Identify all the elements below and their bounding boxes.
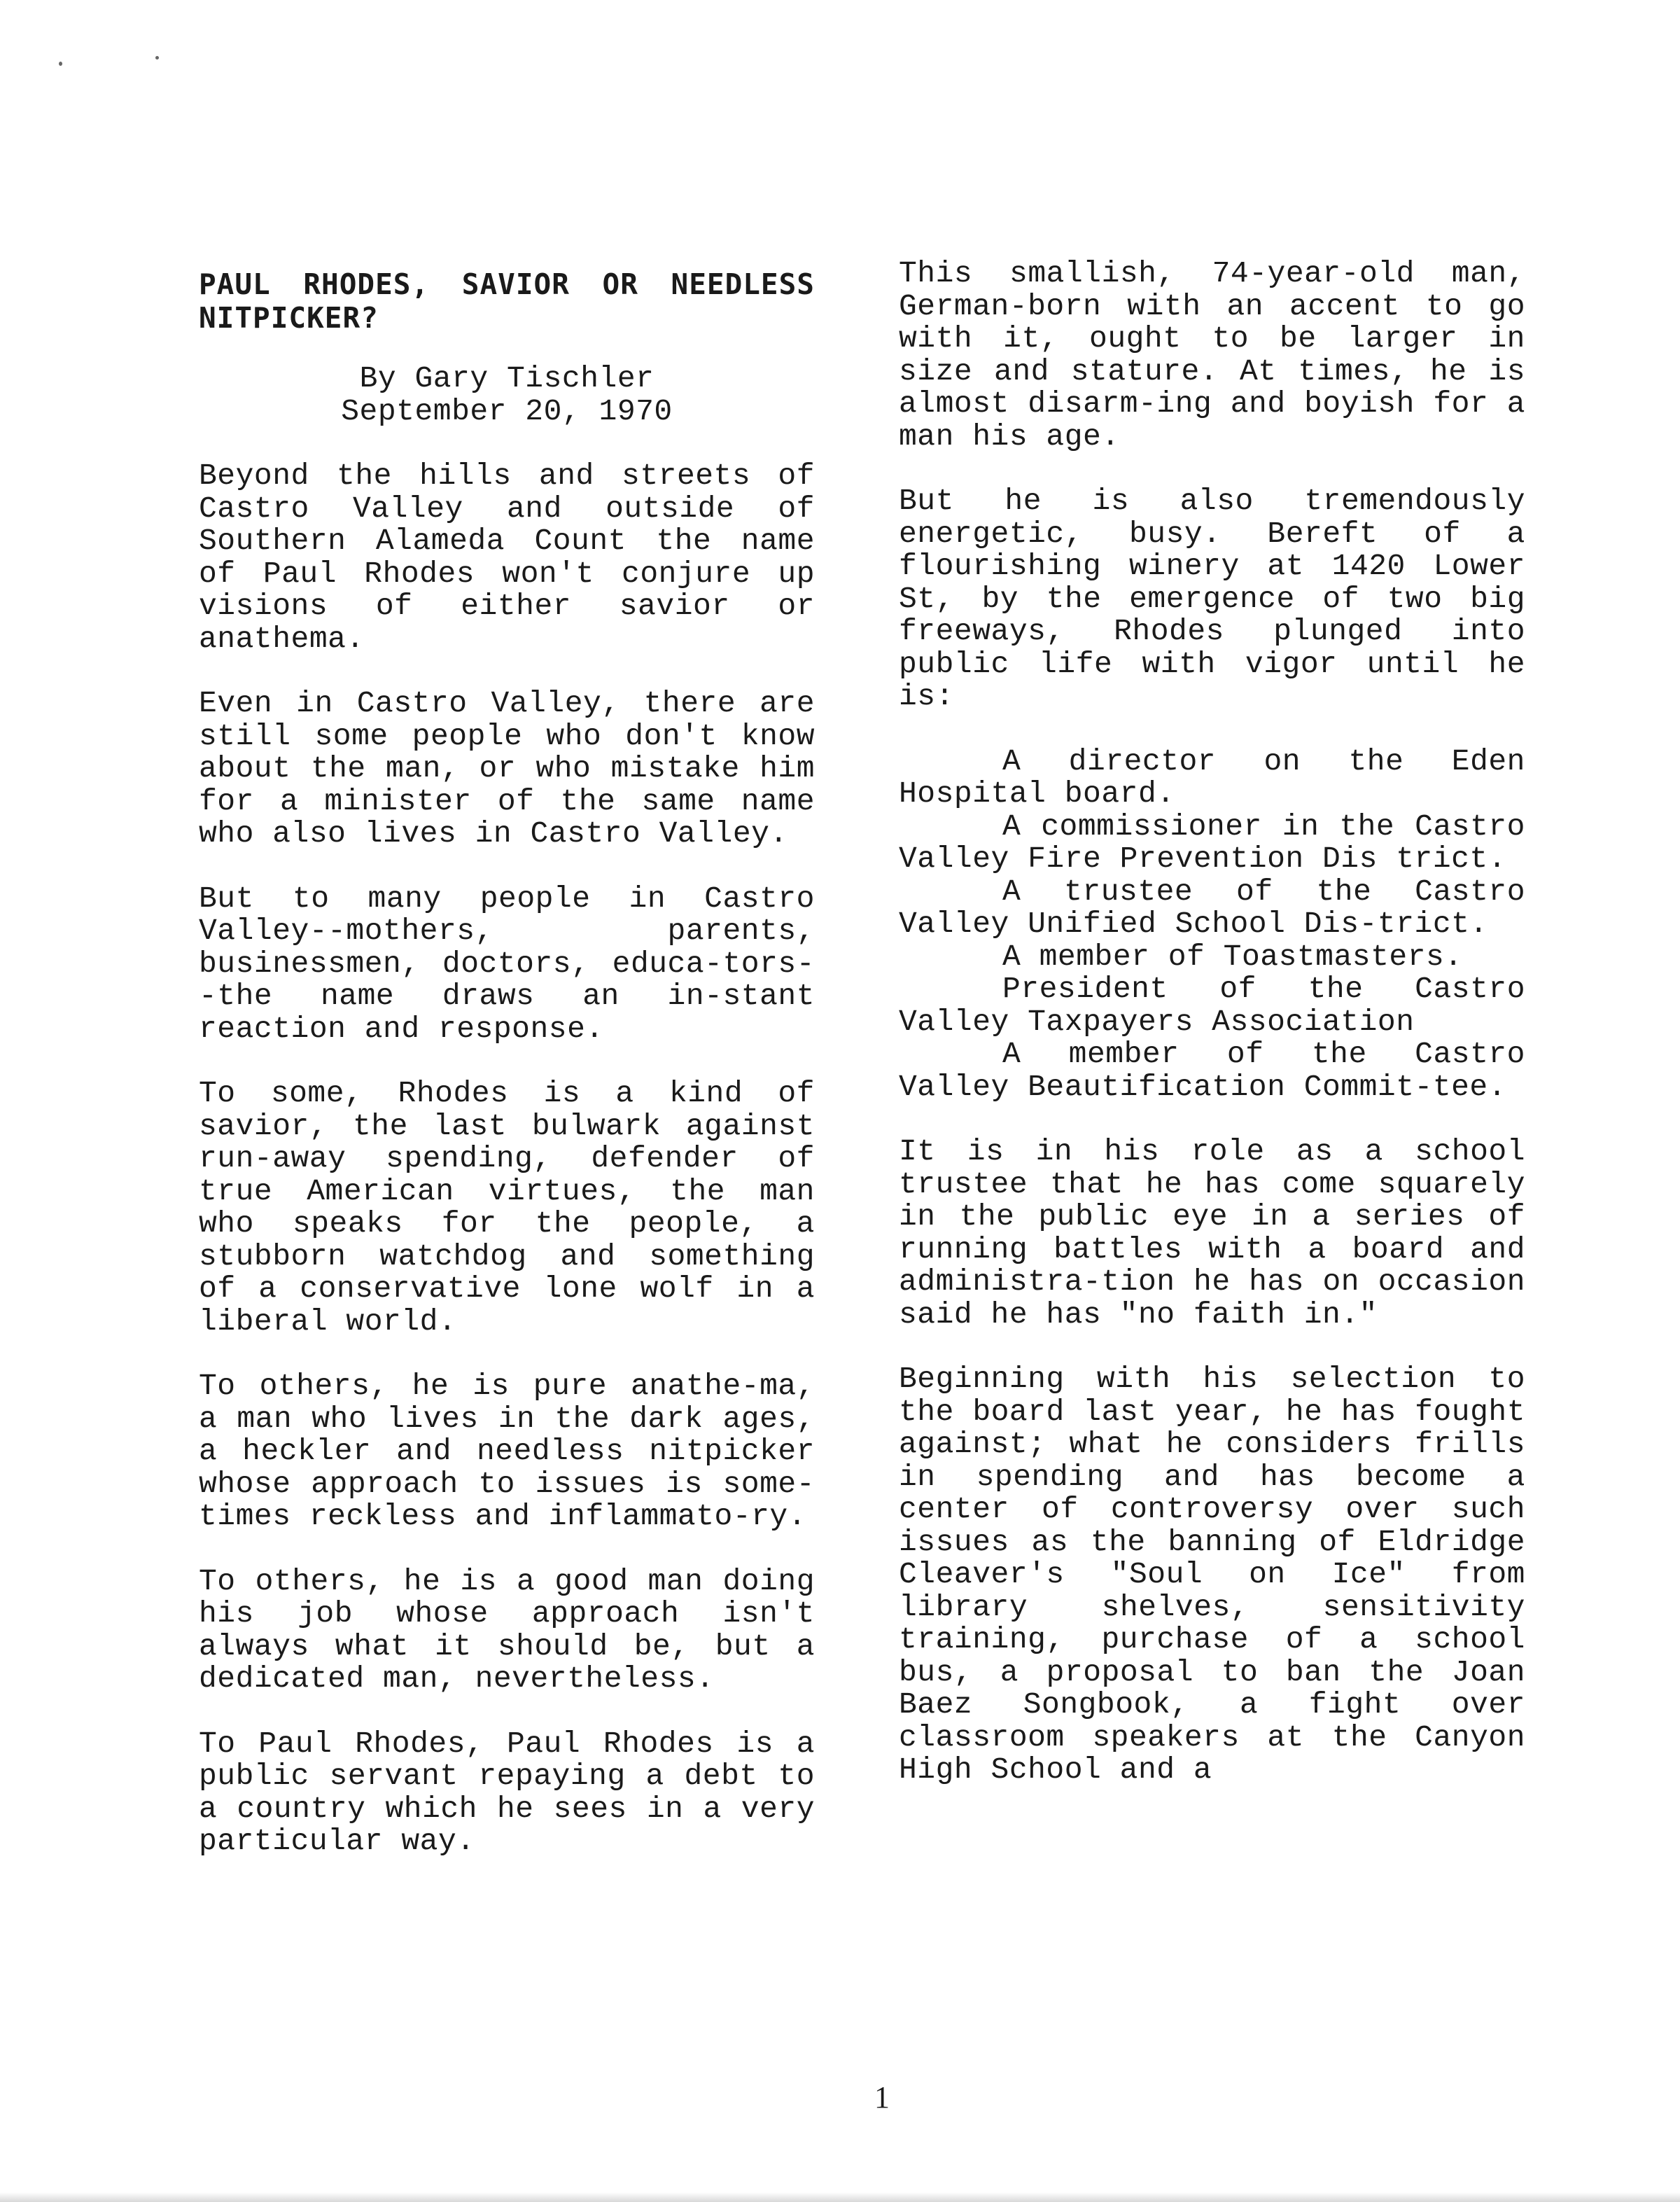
- paragraph: To Paul Rhodes, Paul Rhodes is a public servant repaying a debt to a country which he sees in a very particular way.: [199, 1726, 815, 1858]
- left-column: [199, 259, 815, 1890]
- paragraph: To some, Rhodes is a kind of savior, the last bulwark against run-away spending, defender of true American virtues, the man who speaks for the people, a stubborn watchdog and something of a conservative lone wolf in a liberal world.: [199, 1076, 815, 1339]
- paragraph: Beginning with his selection to the board last year, he has fought against; what he considers frills in spending and has become a center of controversy over such issues as the banning of Eldridge Cleaver's "Soul on Ice" from library shelves, sensitivity training, purchase of a school bus, a proposal to ban the Joan Baez Songbook, a fight over classroom speakers at the Canyon High School and a: [899, 1362, 1525, 1787]
- list-item: President of the Castro Valley Taxpayers Association: [899, 972, 1525, 1039]
- paragraph: It is in his role as a school trustee that he has come squarely in the public eye in a series of running battles with a board and administra-tion he has on occasion said he has "no faith in.": [899, 1134, 1525, 1332]
- article-date: September 20, 1970: [341, 393, 673, 428]
- paragraph: To others, he is a good man doing his job whose approach isn't always what it should be, but a dedicated man, nevertheless.: [199, 1563, 815, 1696]
- scan-speck: [59, 62, 62, 66]
- paragraph: Even in Castro Valley, there are still some people who don't know about the man, or who mistake him for a minister of the same name who also lives in Castro Valley.: [199, 686, 815, 851]
- list-item: A member of Toastmasters.: [1002, 939, 1463, 974]
- list-item: A trustee of the Castro Valley Unified School Dis-trict.: [899, 874, 1525, 941]
- list-item: A commissioner in the Castro Valley Fire Prevention Dis trict.: [899, 809, 1525, 876]
- page-number: 1: [874, 2080, 890, 2114]
- scan-edge-shadow: [0, 2192, 1680, 2202]
- paragraph: Beyond the hills and streets of Castro Valley and outside of Southern Alameda Count the name of Paul Rhodes won't conjure up visions of either savior or anathema.: [199, 459, 815, 656]
- article-headline: PAUL RHODES, SAVIOR OR NEEDLESS NITPICKER?: [199, 267, 815, 335]
- list-item: A member of the Castro Valley Beautification Commit-tee.: [899, 1037, 1525, 1104]
- paragraph: This smallish, 74-year-old man, German-born with an accent to go with it, ought to be larger in size and stature. At times, he is almost disarm-ing and boyish for a man his age.: [899, 256, 1525, 454]
- positions-list: [899, 746, 1525, 1104]
- paragraph: But to many people in Castro Valley--mothers, parents, businessmen, doctors, educa-tors--the name draws an in-stant reaction and response.: [199, 881, 815, 1046]
- article-byline: By Gary Tischler: [359, 361, 654, 396]
- paragraph: But he is also tremendously energetic, busy. Bereft of a flourishing winery at 1420 Lower St, by the emergence of two big freeways, Rhodes plunged into public life with vigor until he is:: [899, 484, 1525, 713]
- right-column: [899, 258, 1525, 1819]
- scan-speck: [155, 56, 159, 60]
- paragraph: To others, he is pure anathe-ma, a man who lives in the dark ages, a heckler and needless nitpicker whose approach to issues is some-times reckless and inflammato-ry.: [199, 1369, 815, 1533]
- list-item: A director on the Eden Hospital board.: [899, 744, 1525, 811]
